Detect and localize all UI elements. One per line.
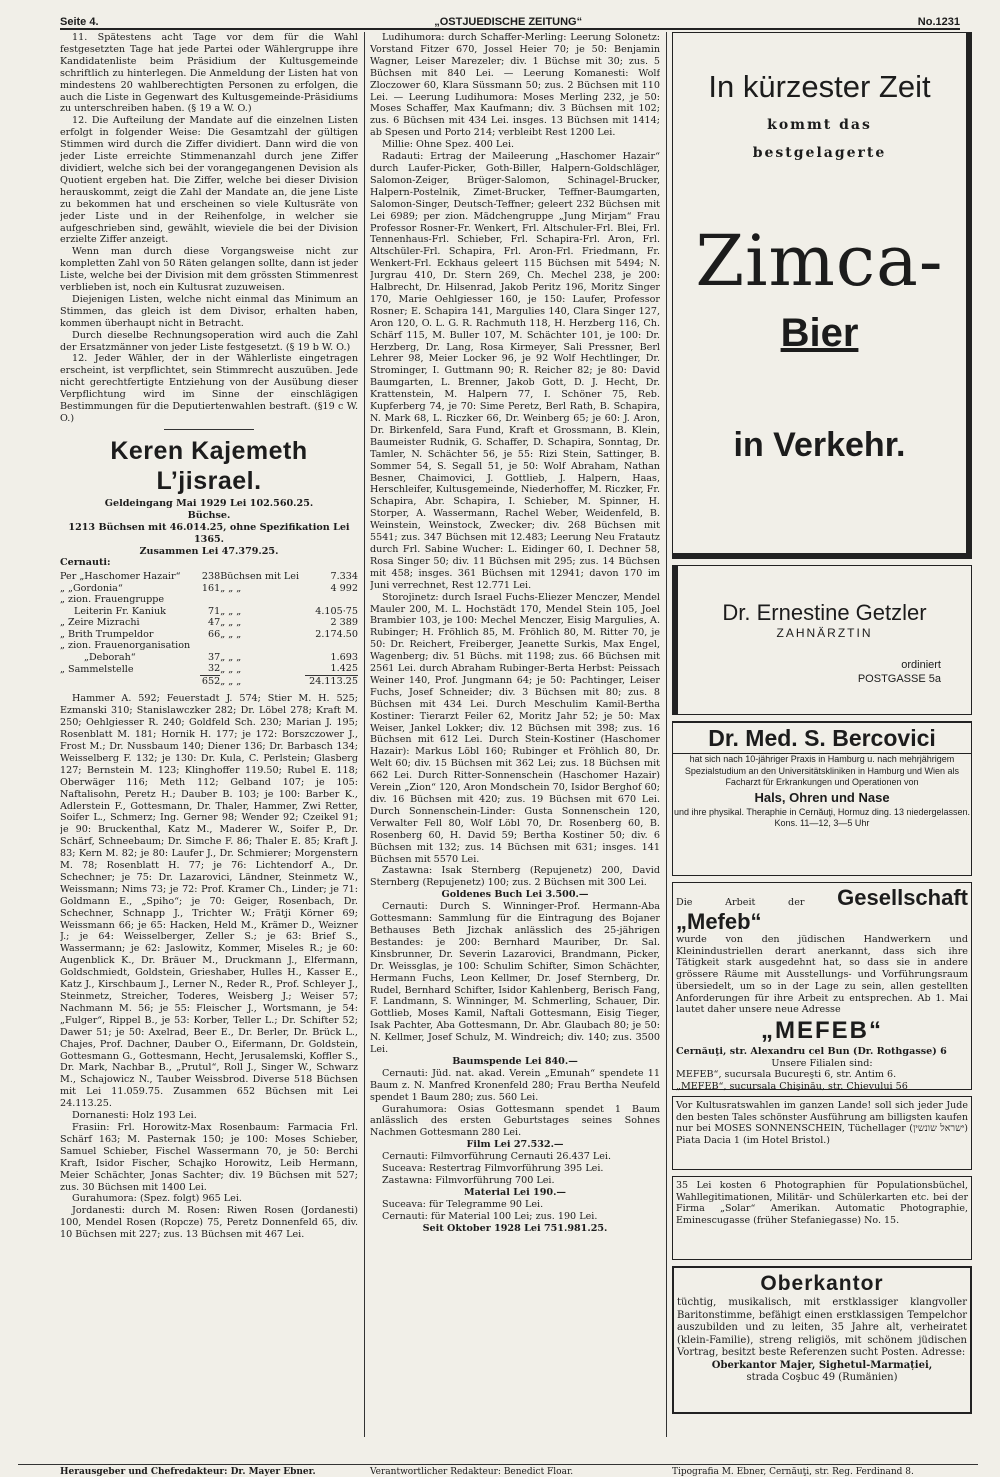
paragraph: Durch dieselbe Rechnungsoperation wird auch die Zahl der Ersatzmänner von jeder Liste festgesetzt. (§ 19 b W. O.) [60, 329, 358, 353]
paragraph: Cernauti: Filmvorführung Cernauti 26.437 Lei. [382, 1151, 612, 1163]
subheading: Zusammen Lei 47.379.25. [139, 545, 279, 557]
page-footer [18, 1464, 978, 1477]
paragraph: Millie: Ohne Spez. 400 Lei. [382, 139, 515, 151]
ad-text: Bier [780, 311, 859, 355]
paragraph: Diejenigen Listen, welche nicht einmal das Minimum an Stimmen, das gleich ist dem Divisor, erhalten haben, kommen überhaupt nicht in Betracht. [60, 293, 358, 329]
table-row: 652 „ „ „ 24.113.25 [201, 675, 358, 687]
page-header [60, 6, 960, 30]
table-row: Leiterin Fr. Kaniuk 71 „ „ „ 4.105·75 [74, 605, 358, 617]
mefeb-ad [672, 882, 972, 1093]
ad-text: „MEFEB“, sucursala Chişinău, str. Chievului 56 [676, 1081, 908, 1093]
table-row: „ Brith Trumpeldor 66 „ „ „ 2.174.50 [60, 628, 358, 640]
doctor-name: Dr. Med. S. Bercovici [673, 723, 971, 754]
ad-headline: In kürzester Zeit [708, 69, 931, 104]
column-divider [364, 32, 365, 1437]
paragraph: Suceava: für Telegramme 90 Lei. [382, 1198, 544, 1210]
ad-text: und ihre physikal. Theraphie in Cernăuţi, Hormuz ding. 13 niedergelassen. Kons. 11—12, 3—5 Uhr [673, 806, 970, 828]
doctor-name: Dr. Ernestine Getzler [722, 600, 927, 625]
ad-text: Unsere Filialen sind: [771, 1057, 873, 1069]
paragraph: Gurahumora: (Spez. folgt) 965 Lei. [72, 1193, 242, 1205]
subheading: Material Lei 190.— [463, 1186, 567, 1198]
column-left [60, 32, 358, 1440]
ad-text: bestgelagerte [752, 145, 887, 161]
table-row: „ Sammelstelle 32 „ „ „ 1.425 [60, 663, 358, 675]
paragraph: 11. Spätestens acht Tage vor dem für die Wahl festgesetzten Tage hat jede Partei oder Wählergruppe ihre Kandidatenliste beim Präsidium der Kultusgemeinde schriftlich zu hinterlegen. Die Anmeldung der Listen hat von mindestens 20 wahlberechtigten Personen zu erfolgen, die auch die Liste in Gegenwart des Kultusgemeinde-Präsidiums zu unterschreiben haben. (§ 19 a W. O.) [60, 32, 358, 115]
ad-text: Oberkantor Majer, Sighetul-Marmației, [711, 1359, 933, 1371]
paragraph: Storojinetz: durch Israel Fuchs-Eliezer Menczer, Mendel Mauler 200, M. L. Hochstädt 170, Mendel Stein 105, Joel Brambier 103, je 100: Mechel Menczer, Eisig Margulies, A. Rubinger; H. Fröhlich 85, M. Fröhlich 80, M. Ritter 70, je 50: Dr. Reichert, Freiberger, Jeanette Surkis, Max Engel, Wagenberg; div. 51 Büchs. mit 1198; zus. 66 Büchsen mit 2561 Lei. durch Abraham Rubinger-Berta Herbst: Peissach Weiner 140, Prof. Jungmann 64; je 50: Pachtinger, Leiser Fuchs, Josef Schneider; div. 3 Büchsen mit 80; zus. 8 Büchsen mit 434 Lei. Durch Meschulim Kamil-Bertha Kostiner: Tierarzt Feiler 62, Moritz Jahr 52; je 50: Max Weiser, Jankel Lokker; div. 12 Büchsen mit 398; zus. 16 Büchsen mit 612 Lei. Durch Stein-Kostiner (Haschomer Hazair): Markus Löbl 160; Rubinger et Fröhlich 80, Dr. Welt 60; div. 15 Büchsen mit 362 Lei; zus. 18 Büchsen mit 662 Lei. Durch Ritter-Sonnenschein (Haschomer Hazair) Verein „Zion“ 120, Aron Mondschein 70, Isidor Berghof 60; div. 16 Büchsen mit 420; zus. 19 Büchsen mit 670 Lei. Durch Sonnenschein-Linder: Gusta Sonnenschein 120, Verwalter Fell 80, Wolf Löbl 70, Dr. Rosenberg 60, B. Rosenberg 60, H. David 59; Bertha Kostiner 50; div. 6 Büchsen mit 132; zus. 14 Büchsen mit 631; insges. 141 Büchsen mit 5570 Lei. [370, 591, 660, 865]
ad-text: kommt das [767, 117, 872, 133]
subheading: Geldeingang Mai 1929 Lei 102.560.25. [104, 497, 314, 509]
ad-text: in Verkehr. [733, 426, 906, 464]
table-row: „Deborah“ 37 „ „ „ 1.693 [84, 651, 358, 663]
ad-text: Vor Kultusratswahlen im ganzen Lande! soll sich jeder Jude den besten Tales schönster Ausführung am billigsten kaufen nur bei MOSES SONNENSCHEIN, Tüchellager (ישראל שונשין) Piata Dacia 1 (im Hotel Bristol.) [676, 1100, 969, 1146]
paragraph: Radauti: Ertrag der Maileerung „Haschomer Hazair“ durch Laufer-Picker, Goth-Biller, Halpern-Goldschläger, Salomon-Zeiger, Brüger-Salomon, Schinagel-Brucker, Halpern-Postelnik, Zimet-Brucker, Teffner-Baumgarten, Salomon-Singer, Deutsch-Teffner; geleert 232 Büchsen mit Lei 6989; per zion. Mädchengruppe „Jung Mirjam“ Frau Professor Rosner-Fr. Wenkert, Frl. Altschuler-Frl. Blei, Frl. Tennenhaus-Frl. Schieber, Frl. Schapira-Frl. Aron, Frl. Altschüler-Frl. Schapira, Frl. Aron-Frl. Friedmann, Fr. Wenkert-Frl. Eckhaus geleert 115 Büchsen mit 5494; N. Jurgrau 410, Dr. Stern 269, Ch. Mechel 238, je 200: Halbrecht, Dr. Hilsenrad, Jakob Peritz 196, Moritz Singer 170, Marie Oehlgiesser 160, je 150: Laufer, Professor Rosner; E. Schapira 141, Margulies 140, Clara Singer 127, Aron 120, O. L. G. R. Rachmuth 118, H. Herzberg 116, Ch. Schärf 115, M. Buller 107, M. Schächter 101, je 100: Dr. Herzberg, Dr. Lang, Rosa Kirmeyer, Sali Pressner, Berl Lehrer 98, Meier Locker 96, je 92 Wolf Hechtlinger, Dr. Strominger, I. Guttmann 90; R. Reicher 82; je 80: David Baumgarten, L. Brenner, Jakob Gott, D. J. Hecht, Dr. Krattenstein, M. Halpern 77, I. Schöner 75, Reb. Kupferberg 74, je 70: Sime Peretz, Berl Rath, B. Schapira, N. Mark 68, L. Riczker 66, Dr. Weinberg 65; je 60: J. Aron, Dr. Birkenfeld, Sara Fund, Kraft et Grossmann, B. Klein, Baumeister Rudnik, G. Schaffer, D. Schapira, Sonntag, Dr. Tamler, N. Schächter 56, je 55: Rizi Stein, Sattinger, B. Sommer 54, S. Segall 51, je 50: Wolf Abraham, Nathan Besner, Chaimovici, J. Gottlieb, J. Halpern, Haas, Herschleifer, Kultusgemeinde, Niederhoffer, M. Riczker, Fr. Schapira, Abr. Schapira, I. Schieber, M. Spinner, H. Storper, A. Wassermann, Rachel Weber, Weidenfeld, B. Weinstein, Weinstock, Zwecker; div. 268 Büchsen mit 5541; zus. 347 Büchsen mit 12.483; Leerung Neu Fratautz durch Frl. Sabine Wucher: L. Eidinger 60, I. Dechner 58, Rosa Singer 50; div. 11 Büchsen mit 295; zus. 14 Büchsen mit 458; insges. 361 Büchsen mit 12941; davon 170 im Juni verrechnet, Rest 12.771 Lei. [370, 151, 660, 591]
paragraph: Gurahumora: Osias Gottesmann spendet 1 Baum anlässlich des ersten Geburtstages seines Sohnes Nachmen Gottesmann 280 Lei. [370, 1103, 660, 1139]
sonnenschein-ad [672, 1096, 972, 1170]
ad-text: strada Coşbuc 49 (Rumänien) [746, 1372, 898, 1383]
footer-printer: Tipografia M. Ebner, Cernăuţi, str. Reg. Ferdinand 8. [672, 1467, 914, 1477]
paragraph: Zastawna: Isak Sternberg (Repujenetz) 200, David Sternberg (Repujenetz) 100; zus. 2 Büchsen mit 300 Lei. [370, 865, 660, 889]
subheading: Büchse. [187, 509, 231, 521]
city-label: Cernauti: [60, 557, 111, 569]
brand-name: „MEFEB“ [761, 1016, 883, 1044]
paragraph: Cernauti: Durch S. Winninger-Prof. Hermann-Aba Gottesmann: Sammlung für die Eintragung des Bojaner Bethauses Beth Jizchak anlässlich des 25-jährigen Bestandes: je 200: Bernhard Mauriber, Dr. Sal. Kinsbrunner, Dr. Severin Lazarovici, Brandmann, Picker, Dr. Weissglas, je 100: Schulim Schifter, Simon Schächter, Hermann Fuchs, Leon Kellmer, Dr. Josef Sternberg, Dr. Rudel, Bernhard Schifter, Isidor Kahlenberg, Berisch Fang, F. Landmann, S. Winninger, M. Schmerling, Schauer, Dir. Gottlieb, Moses Kamil, Naftali Gottesmann, Eisig Tieger, Isak Pachter, Aba Gottesmann, Dr. Abr. Glaubach 80; je 50: N. Kellmer, Josef Schulz, M. Windreich; div. 140; zus. 3500 Lei. [370, 901, 660, 1056]
solar-photo-ad [672, 1176, 972, 1260]
oberkantor-ad [672, 1266, 972, 1414]
paragraph: Zastawna: Filmvorführung 700 Lei. [382, 1175, 555, 1186]
table-row: „ zion. Frauengruppe [60, 594, 165, 606]
paragraph: 12. Die Aufteilung der Mandate auf die einzelnen Listen erfolgt in folgender Weise: Die Gesamtzahl der gültigen Stimmen wird durch die Ziffer dividiert. Dann wird die von jeder Liste erreichte Stimmenanzahl durch jene Ziffer dividiert, welche sich bei der vorangegangenen Devision als Quotient ergeben hat. Die Ziffer, welche bei dieser Division herauskommt, zeigt die Zahl der Mandate an, die jene Liste zu bekommen hat und erscheinen so viele Kultusräte von jeder Liste und in der Reihenfolge, in welcher sie aufgeschrieben sind, gewählt, wieviele die bei der Division erzielte Ziffer anzeigt. [60, 115, 358, 246]
donation-table [60, 571, 358, 687]
separator [164, 429, 254, 430]
paragraph: Wenn man durch diese Vorgangsweise nicht zur kompletten Zahl von 50 Räten gelangen sollte, dann ist jeder Liste, welche bei der Division mit dem grössten Stimmenrest verblieben ist, noch ein Kultusrat zuzuweisen. [60, 246, 358, 294]
column-ads [672, 32, 972, 1440]
issue-number: No.1231 [917, 16, 960, 28]
getzler-ad [672, 565, 972, 715]
paragraph: Cernauti: Jüd. nat. akad. Verein „Emunah“ spendete 11 Baum z. N. Manfred Kronenfeld 280; Frau Bertha Neufeld spendet 1 Baum 280; zus. 560 Lei. [370, 1067, 660, 1103]
ad-text: wurde von den jüdischen Handwerkern und Kleinindustriellen derart anerkannt, dass sich ihre Tätigkeit stark ausgedehnt hat, so dass sie in andere grössere Räume mit Ausstellungs- und Vorführungsraum übersiedelt, um so in der Lage zu sein, allen gestellten Anforderungen für ihre Arbeit zu entsprechen. Ab 1. Mai lautet daher unsere neue Adresse [676, 934, 968, 1016]
brand-name: Zimca- [695, 220, 944, 302]
ad-headline: Oberkantor [760, 1272, 884, 1295]
ad-text: Cernăuţi, str. Alexandru cel Bun (Dr. Rothgasse) 6 [676, 1045, 947, 1057]
ad-text: ordiniert POSTGASSE 5a [857, 658, 941, 685]
subheading: 1213 Büchsen mit 46.014.25, ohne Spezifikation Lei 1365. [68, 521, 350, 545]
page-number: Seite 4. [60, 16, 99, 28]
ad-text: tüchtig, musikalisch, mit erstklassiger klangvoller Baritonstimme, befähigt einen erstklassigen Tempelchor auszubilden und zu leiten, 35 Jahre alt, verheiratet (klein-Familie), streng religiös, mit schönem jüdischen Vortrag, besitzt beste Referenzen sucht Posten. Adresse: [677, 1297, 967, 1358]
table-row: Per „Haschomer Hazair“ 238 Büchsen mit Lei 7.334 [60, 571, 358, 583]
table-row: „ „Gordonia“ 161 „ „ „ 4 992 [60, 582, 358, 594]
newspaper-title: „OSTJUEDISCHE ZEITUNG“ [434, 16, 583, 28]
bercovici-ad [672, 721, 972, 876]
newspaper-page [18, 0, 978, 1477]
paragraph: Hammer A. 592; Feuerstadt J. 574; Stier M. H. 525; Ezmanski 310; Stanislawczker 282; Dr. Löbel 278; Kraft M. 250; Oehlgiesser R. 240; Goldfeld Sch. 230; Marian J. 195; Rosenblatt M. 181; Hornik H. 177; je 172: Borszczower J., Frost M.; Dr. Nussbaum 140; Diener 136; Dr. Barbasch 134; Weisselberg F. 132; je 130: Dr. Kula, C. Perlstein; Glasberg 127; Bernstein M. 123; Klinghoffer 119.50; Rubel E. 118; Oberwäger 116; Meth 112; Gelband 107; je 105: Naftalisohn, Peretz H.; Dauber B. 103; je 100: Barber K., Adlerstein F., Gottesmann, Dr. Thaler, Hammer, Zwi Retter, Soifer L., Schmerz; Ing. Gerner 98; Wender 92; Czeikel 91; je 90: Bruckenthal, Katz M., Maderer W., Soifer P., Dr. Schärf, Schneebaum; Dr. Simche F. 86; Thaler E. 85; Kraft J. 83; Kern M. 82; je 80: Laufer J., Dr. Schmierer; Morgenstern M. 78; Rosenblatt H. 77; je 76: Lichtendorf A., Dr. Schechner; je 75: Dr. Lazarovici, Ländner, Steinmetz W., Weissmann; Nims 73; je 72: Prof. Kramer Ch., Linder; je 71: Goldmann E., „Spiho“; je 70: Geiger, Rosenbach, Dr. Schechner, Schnapp J., Trichter W.; Frätji Körner 69; Weissmann 66; je 65: Hacken, Held M., Krämer D., Weizner J.; je 64: Weisselberger, Zeller S.; je 63: Brief S., Wassermann; je 62: Jaslowitz, Kommer, Miseles R.; je 60: Augenblick K., Dr. Bräuer M., Druckmann J., Elfermann, Goldschmiedt, Goldstein, Grieshaber, Hulles H., Kasser E., Katz J., Kirschbaum J., Lerner N., Reder R., Prof. Schleyer J., Steinmetz, Streicher, Toderes, Weisberg J.; Weiser 57; Nachmann M. 56; je 55: Fleischer J., Wortsmann, je 54: „Fulger“, Rippel B., je 53: Korber, Teller L.; Dr. Schifter 52; Dawer 51; je 50: Axelrad, Beer E., Dr. Berler, Dr. Brück L., Chajes, Prof. Dachner, Dauber O., Eifermann, Dr. Goldstein, Gottesmann G., Gottesmann, Hecht, Jerusalemski, Koffler S., Dr. Mark, Nachbar B., „Prutul“, Roll J., Singer W., Schwarz M., Schajowicz N., Tauber Weissbrod. Diverse 518 Büchsen mit Lei 11.059.75. Zusammen 652 Büchsen mit Lei 24.113.25. [60, 693, 358, 1110]
section-title: Keren Kajemeth L’jisrael. [110, 436, 308, 495]
paragraph: Cernauti: für Material 100 Lei; zus. 190 Lei. [382, 1210, 598, 1222]
ad-text: hat sich nach 10-jähriger Praxis in Hamburg u. nach mehrjährigem Spezialstudium an den Universitätskliniken in Hamburg und Wien als Facharzt für Erkrankungen und Operationen von [684, 754, 960, 787]
paragraph: 12. Jeder Wähler, der in der Wählerliste eingetragen erscheint, ist verpflichtet, sein Stimmrecht auszuüben. Jede nicht gerechtfertigte Entziehung von der Ausübung dieser Verpflichtung wird im Sinne der einschlägigen Bestimmungen für die Deputiertenwahlen bestraft. (§19 c W. O.) [60, 353, 358, 424]
column-middle [370, 32, 660, 1440]
table-row: „ Zeire Mizrachi 47 „ „ „ 2 389 [60, 617, 358, 629]
paragraph: Frasiin: Frl. Horowitz-Max Rosenbaum: Farmacia Frl. Schärf 163; M. Pasternak 150; je 100: Moses Schieber, Samuel Schieber, Fischel Wassermann 70, je 50: Berchi Kraft, Isidor Fischer, Schajko Horowitz, Leib Hermann, Meier Schächter, Jonas Sachter; div. 19 Büchsen mit 527; zus. 30 Büchsen mit 1400 Lei. [60, 1121, 358, 1193]
paragraph: Dornanesti: Holz 193 Lei. [72, 1110, 197, 1122]
subheading: Baumspende Lei 840.— [452, 1055, 578, 1067]
paragraph: Jordanesti: durch M. Rosen: Riwen Rosen (Jordanesti) 100, Mendel Rosen (Ropcze) 75, Peretz Donnenfeld 65, div. 10 Büchsen mit 227; zus. 13 Büchsen mit 467 Lei. [60, 1205, 358, 1241]
footer-publisher: Herausgeber und Chefredakteur: Dr. Mayer Ebner. [60, 1467, 316, 1477]
ad-text: 35 Lei kosten 6 Photographien für Populationsbüchel, Wahllegitimationen, Militär- und Schülerkarten etc. bei der Firma „Solar“ Amerikan. Automatic Photographie, Eminescugasse (früher Stefaniegasse) No. 15. [676, 1180, 968, 1226]
subheading: Goldenes Buch Lei 3.500.— [441, 889, 589, 901]
ad-headline: Hals, Ohren und Nase [754, 789, 890, 805]
zimca-beer-ad [672, 32, 972, 559]
total-line: Seit Oktober 1928 Lei 751.981.25. [422, 1222, 608, 1234]
doctor-title: ZAHNÄRZTIN [776, 626, 873, 640]
footer-editor: Verantwortlicher Redakteur: Benedict Floar. [370, 1467, 574, 1477]
paragraph: Suceava: Restertrag Filmvorführung 395 Lei. [382, 1163, 604, 1175]
table-row: „ zion. Frauenorganisation [60, 640, 191, 652]
paragraph: Ludihumora: durch Schaffer-Merling: Leerung Solonetz: Vorstand Fitzer 670, Jossel Heier 70; je 50: Benjamin Wagner, Leiser Marezeler; div. 1 Büchse mit 30; zus. 5 Büchsen mit 840 Lei. — Leerung Komanesti: Wolf Zloczower 60, Klara Süssmann 50; zus. 2 Büchsen mit 110 Lei. — Leerung Ludihumora: Moses Merling 232, je 50: Moses Schaffer, Max Kaufmann; div. 3 Büchsen mit 102; zus. 6 Büchsen mit 434 Lei. insges. 13 Büchsen mit 1414; ab Spesen und Porto 214; verbleibt Rest 1200 Lei. [370, 32, 660, 139]
column-divider [666, 32, 667, 1437]
ad-text: MEFEB“, sucursala Bucureşti 6, str. Antim 6. [676, 1069, 897, 1081]
ad-text: Die Arbeit der Gesellschaft „Mefeb“ [676, 885, 968, 934]
subheading: Film Lei 27.532.— [466, 1139, 564, 1151]
